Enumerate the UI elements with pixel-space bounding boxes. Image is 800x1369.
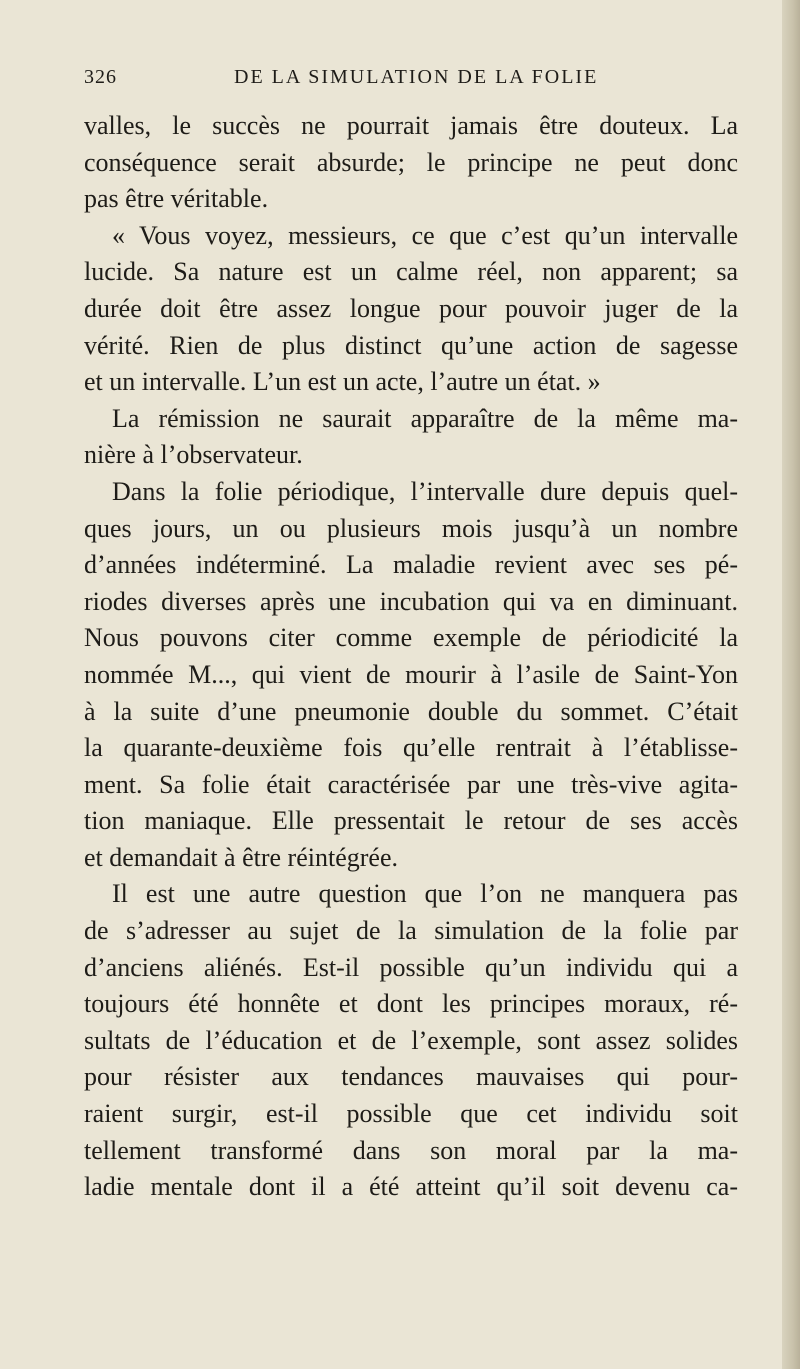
- text-line: sultats de l’éducation et de l’exemple, sont assez solides: [84, 1025, 738, 1055]
- text-line: tion maniaque. Elle pressentait le retour de ses accès: [84, 806, 738, 836]
- page-number: 326: [84, 66, 117, 88]
- text-line: et demandait à être réintégrée.: [84, 842, 398, 872]
- page-edge: [782, 0, 800, 1369]
- text-line: ment. Sa folie était caractérisée par une très-vive agita-: [84, 769, 738, 799]
- text-line: Il est une autre question que l’on ne manquera pas: [112, 879, 738, 909]
- text-line: raient surgir, est-il possible que cet individu soit: [84, 1099, 738, 1129]
- text-line: valles, le succès ne pourrait jamais être douteux. La: [84, 111, 738, 140]
- text-line: nommée M..., qui vient de mourir à l’asile de Saint-Yon: [84, 659, 738, 689]
- text-line: ladie mentale dont il a été atteint qu’il soit devenu ca-: [84, 1172, 738, 1202]
- running-title: DE LA SIMULATION DE LA FOLIE: [234, 66, 599, 88]
- text-line: nière à l’observateur.: [84, 440, 303, 470]
- text-line: conséquence serait absurde; le principe ne peut donc: [84, 147, 738, 177]
- text-line: Nous pouvons citer comme exemple de périodicité la: [84, 623, 738, 653]
- text-line: et un intervalle. L’un est un acte, l’autre un état. »: [84, 367, 601, 397]
- text-line: à la suite d’une pneumonie double du sommet. C’était: [84, 696, 738, 726]
- text-line: d’anciens aliénés. Est-il possible qu’un individu qui a: [84, 952, 738, 982]
- text-line: la quarante-deuxième fois qu’elle rentrait à l’établisse-: [84, 733, 738, 763]
- text-line: de s’adresser au sujet de la simulation de la folie par: [84, 916, 738, 946]
- text-line: toujours été honnête et dont les principes moraux, ré-: [84, 989, 738, 1019]
- text-line: pas être véritable.: [84, 184, 269, 214]
- text-line: d’années indéterminé. La maladie revient avec ses pé-: [84, 550, 738, 580]
- text-line: Dans la folie périodique, l’intervalle dure depuis quel-: [112, 476, 738, 506]
- text-line: ques jours, un ou plusieurs mois jusqu’à un nombre: [84, 513, 738, 543]
- text-line: durée doit être assez longue pour pouvoir juger de la: [84, 293, 738, 323]
- text-line: pour résister aux tendances mauvaises qui pour-: [84, 1062, 738, 1092]
- text-line: riodes diverses après une incubation qui va en diminuant.: [84, 586, 738, 616]
- text-line: La rémission ne saurait apparaître de la même ma-: [112, 403, 738, 433]
- text-line: « Vous voyez, messieurs, ce que c’est qu’un intervalle: [112, 220, 738, 250]
- text-line: vérité. Rien de plus distinct qu’une action de sagesse: [84, 330, 738, 360]
- body-text: [84, 108, 738, 1206]
- text-line: tellement transformé dans son moral par la ma-: [84, 1135, 738, 1165]
- text-line: lucide. Sa nature est un calme réel, non apparent; sa: [84, 257, 738, 287]
- page-header: [84, 66, 744, 92]
